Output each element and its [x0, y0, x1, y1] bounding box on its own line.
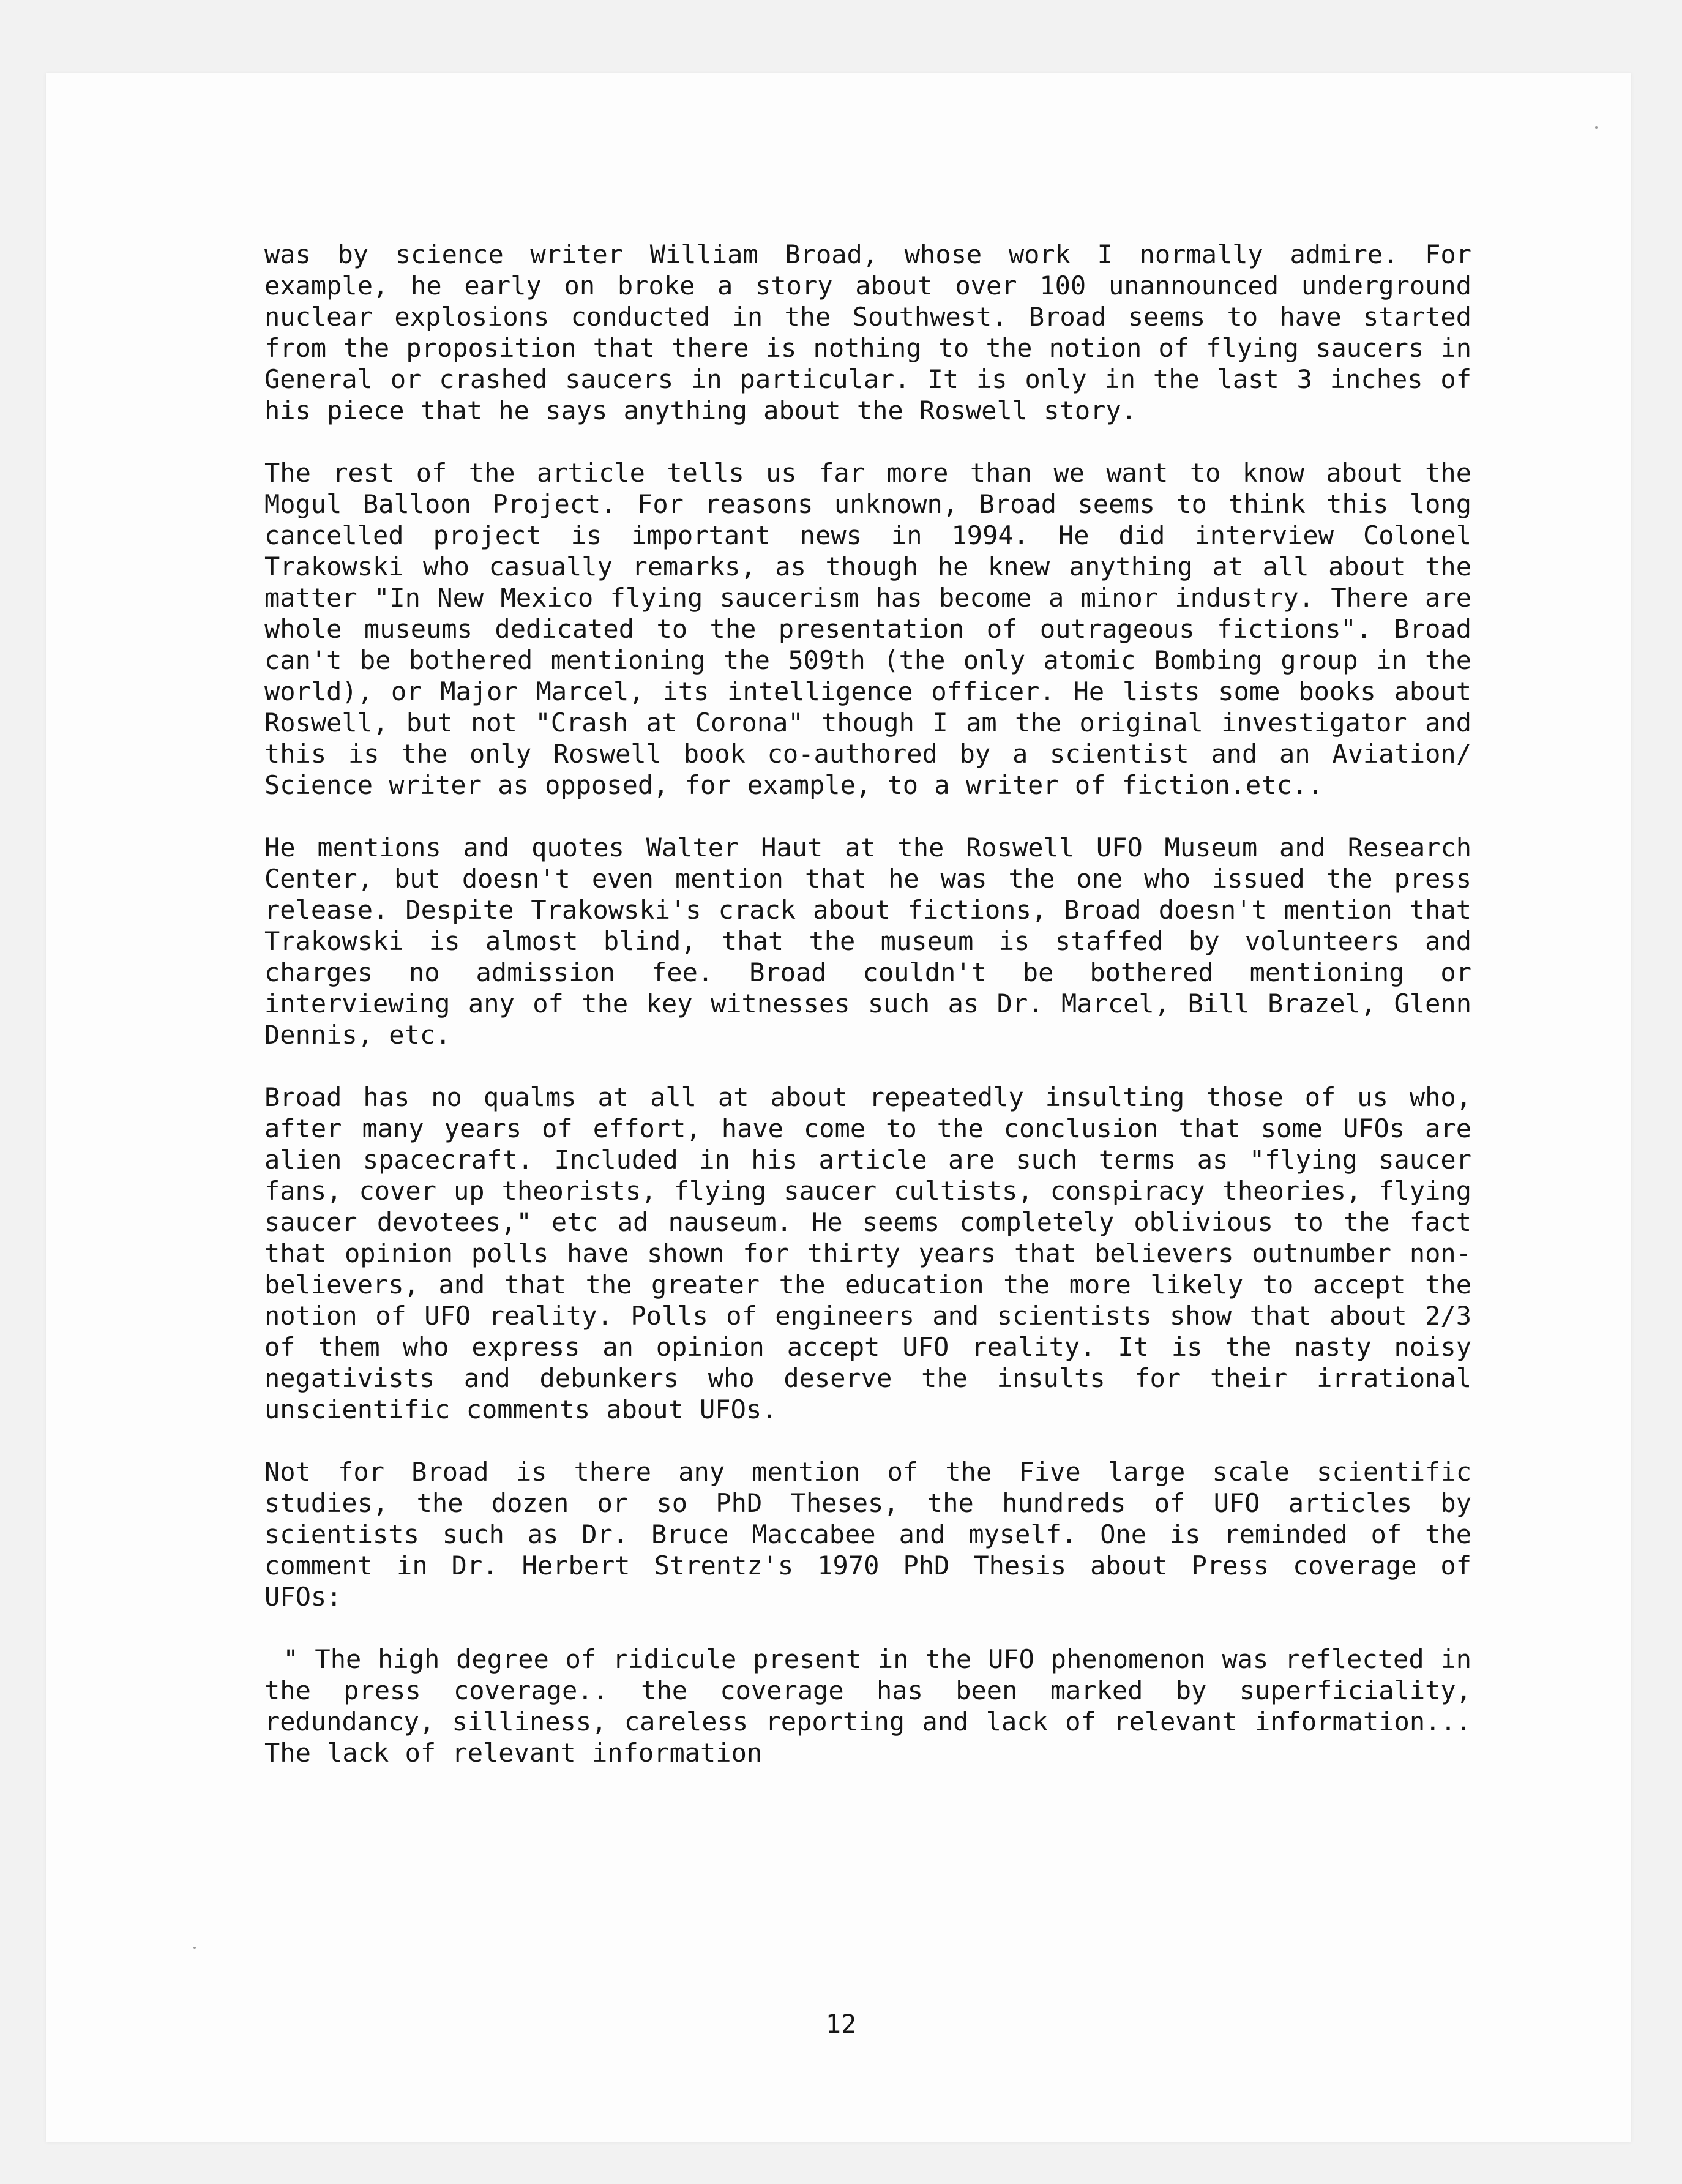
paper-speck — [1595, 126, 1598, 129]
block-quote: " The high degree of ridicule present in the UFO phenomenon was reflected in the press coverage.. the coverage has been marked by superficiality, redundancy, silliness, careless reporting and lack of relevant information... The lack of relevant information — [264, 1644, 1471, 1768]
paragraph-4: Broad has no qualms at all at about repeatedly insulting those of us who, after many years of effort, have come to the conclusion that some UFOs are alien spacecraft. Included in his article are such terms as "flying saucer fans, cover up theorists, flying saucer cultists, conspiracy theories, flying saucer devotees," etc ad nauseum. He seems completely oblivious to the fact that opinion polls have shown for thirty years that believers outnumber non-believers, and that the greater the education the more likely to accept the notion of UFO reality. Polls of engineers and scientists show that about 2/3 of them who express an opinion accept UFO reality. It is the nasty noisy negativists and debunkers who deserve the insults for their irrational unscientific comments about UFOs. — [264, 1082, 1471, 1424]
paragraph-3: He mentions and quotes Walter Haut at the Roswell UFO Museum and Research Center, but doesn't even mention that he was the one who issued the press release. Despite Trakowski's crack about fictions, Broad doesn't mention that Trakowski is almost blind, that the museum is staffed by volunteers and charges no admission fee. Broad couldn't be bothered mentioning or interviewing any of the key witnesses such as Dr. Marcel, Bill Brazel, Glenn Dennis, etc. — [264, 832, 1471, 1050]
paragraph-2: The rest of the article tells us far more than we want to know about the Mogul Balloon Project. For reasons unknown, Broad seems to think this long cancelled project is important news in 1994. He did interview Colonel Trakowski who casually remarks, as though he knew anything at all about the matter "In New Mexico flying saucerism has become a minor industry. There are whole museums dedicated to the presentation of outrageous fictions". Broad can't be bothered mentioning the 509th (the only atomic Bombing group in the world), or Major Marcel, its intelligence officer. He lists some books about Roswell, but not "Crash at Corona" though I am the original investigator and this is the only Roswell book co-authored by a scientist and an Aviation/ Science writer as opposed, for example, to a writer of fiction.etc.. — [264, 458, 1471, 800]
paragraph-5: Not for Broad is there any mention of the Five large scale scientific studies, the dozen or so PhD Theses, the hundreds of UFO articles by scientists such as Dr. Bruce Maccabee and myself. One is reminded of the comment in Dr. Herbert Strentz's 1970 PhD Thesis about Press coverage of UFOs: — [264, 1457, 1471, 1612]
paragraph-1: was by science writer William Broad, whose work I normally admire. For example, he early on broke a story about over 100 unannounced underground nuclear explosions conducted in the Southwest. Broad seems to have started from the proposition that there is nothing to the notion of flying saucers in General or crashed saucers in particular. It is only in the last 3 inches of his piece that he says anything about the Roswell story. — [264, 239, 1471, 425]
body-text — [264, 239, 1471, 1800]
page-number: 12 — [825, 2009, 857, 2039]
paper-speck — [193, 1947, 196, 1949]
